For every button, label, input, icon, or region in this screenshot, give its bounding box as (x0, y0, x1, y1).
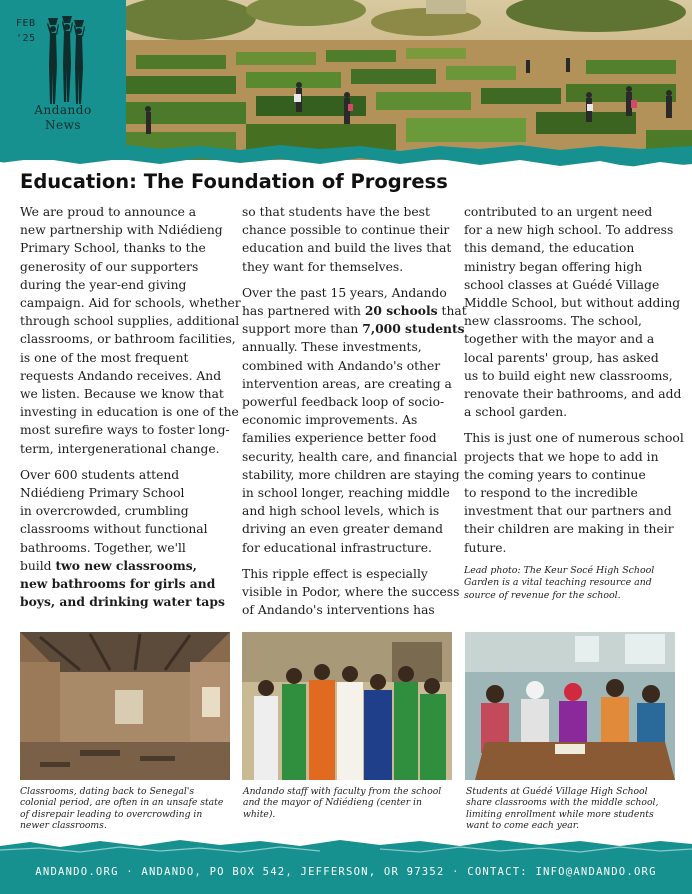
text-line: during the year-end giving (20, 277, 187, 292)
figures-carrying-baskets-icon (38, 16, 90, 106)
text-line: renovate their bathrooms, and add (464, 387, 682, 402)
brand-name: Andando (34, 103, 92, 117)
issue-year: '25 (16, 33, 36, 44)
text-line: the coming years to continue (464, 467, 646, 482)
photo-staff-group (242, 632, 452, 780)
text-line: most surefire ways to foster long- (20, 423, 230, 438)
text-line (20, 575, 234, 593)
text-line: future. (464, 540, 507, 555)
text-line: stability, more children are staying (242, 467, 460, 482)
article-column-2 (242, 203, 467, 627)
text-line (242, 320, 465, 338)
text-line: classrooms, or bathroom facilities, (20, 332, 236, 347)
paragraph-continuation (242, 203, 460, 276)
text-line: term, intergenerational change. (20, 441, 220, 456)
text-line (20, 557, 234, 575)
caption-line: Classrooms, dating back to Senegal's (20, 786, 195, 797)
text-line: intervention areas, are creating a (242, 376, 452, 391)
article-column-1 (20, 203, 241, 619)
caption-line: Students at Guédé Village High School (466, 786, 648, 797)
paragraph-ndiedieng (20, 466, 234, 612)
highlight-schools-count: 20 schools (364, 303, 438, 319)
text-line: contributed to an urgent need (464, 205, 653, 219)
text-line: to respond to the incredible (464, 486, 638, 501)
photo-crumbling-classroom (20, 632, 230, 780)
text-line: investment that our partners and (464, 504, 672, 519)
text-line: Over 600 students attend (20, 467, 180, 482)
text-line: they want for themselves. (242, 259, 404, 274)
caption-line: colonial period, are often in an unsafe state (20, 797, 224, 809)
text-line: campaign. Aid for schools, whether (20, 296, 241, 311)
text-line: for a new high school. To address (464, 223, 674, 238)
text-line: school classes at Guédé Village (464, 277, 660, 292)
text-line: Over the past 15 years, Andando (242, 285, 447, 300)
photo-caption-students (466, 786, 680, 832)
text-line: and high school levels, which is (242, 504, 440, 519)
text-line: local parents' group, has asked (464, 350, 659, 365)
masthead (0, 0, 692, 160)
paragraph-ripple (242, 565, 460, 620)
photo-caption-classroom (20, 786, 234, 832)
paragraph-impact (242, 284, 467, 557)
paragraph-intro (20, 203, 241, 458)
text-line: is one of the most frequent (20, 350, 189, 365)
text-line: a school garden. (464, 405, 568, 420)
text-line: annually. These investments, (242, 340, 422, 355)
caption-line: limiting enrollment while more students (466, 808, 654, 820)
text-line: we listen. Because we know that (20, 387, 224, 402)
text-line: families experience better food (242, 431, 437, 446)
text-fragment: support more than (242, 322, 363, 337)
text-line: combined with Andando's other (242, 358, 441, 373)
text-line: this demand, the education (464, 241, 635, 256)
text-line: education and build the lives that (242, 241, 452, 256)
text-line: new classrooms. The school, (464, 314, 642, 329)
text-fragment: that (437, 304, 467, 319)
text-fragment: has partnered with (242, 304, 365, 319)
text-line: through school supplies, additional (20, 314, 240, 329)
text-line: bathrooms. Together, we'll (20, 540, 186, 555)
caption-line: source of revenue for the school. (464, 589, 621, 601)
brush-stroke-divider (0, 140, 692, 174)
text-line: together with the mayor and a (464, 332, 655, 347)
highlight-students-count: 7,000 students (362, 321, 465, 337)
caption-line: and the mayor of Ndiédieng (center in (243, 797, 422, 809)
text-line: Middle School, but without adding (464, 296, 681, 311)
text-line: projects that we hope to add in (464, 449, 659, 464)
caption-line: Andando staff with faculty from the school (243, 786, 442, 797)
caption-line: Garden is a vital teaching resource and (464, 577, 652, 589)
lead-photo-garden (126, 0, 692, 160)
text-line: visible in Podor, where the success (242, 585, 460, 600)
highlight-bathrooms: new bathrooms for girls and (20, 576, 216, 592)
text-line: in overcrowded, crumbling (20, 504, 189, 519)
text-line (242, 302, 467, 320)
text-line: us to build eight new classrooms, (464, 368, 673, 383)
article-column-3 (464, 203, 684, 602)
photo-caption-staff (243, 786, 457, 820)
text-line (20, 593, 234, 611)
text-line: investing in education is one of the (20, 405, 239, 420)
paragraph-future (464, 429, 684, 556)
caption-line: want to come each year. (466, 820, 580, 832)
text-line: security, health care, and financial (242, 449, 458, 464)
text-line: for educational infrastructure. (242, 540, 432, 555)
lead-photo-caption (464, 565, 680, 602)
footer-contact: ANDANDO.ORG · ANDANDO, PO BOX 542, JEFFERSON, OR 97352 · CONTACT: INFO@ANDANDO.ORG (35, 866, 657, 878)
text-line: of Andando's interventions has (242, 603, 435, 618)
paragraph-high-school (464, 203, 680, 421)
text-line: their children are making in their (464, 522, 674, 537)
text-line: Primary School, thanks to the (20, 241, 206, 256)
text-line: powerful feedback loop of socio- (242, 395, 445, 410)
caption-line: share classrooms with the middle school, (466, 797, 659, 809)
text-line: economic improvements. As (242, 413, 418, 428)
caption-line: white). (243, 808, 276, 820)
text-line: driving an even greater demand (242, 522, 444, 537)
text-line: ministry began offering high (464, 259, 643, 274)
highlight-classrooms: two new classrooms, (55, 557, 197, 573)
caption-line: of disrepair leading to overcrowding in (20, 808, 203, 820)
text-line: in school longer, reaching middle (242, 486, 450, 501)
caption-line: newer classrooms. (20, 820, 107, 832)
text-fragment: build (20, 558, 56, 573)
text-line: This is just one of numerous school (464, 431, 684, 446)
text-line: We are proud to announce a (20, 205, 197, 219)
photo-crowded-classroom (465, 632, 675, 780)
text-line: This ripple effect is especially (242, 566, 428, 581)
text-line: chance possible to continue their (242, 223, 450, 238)
text-line: Ndiédieng Primary School (20, 486, 185, 501)
issue-month: FEB (16, 18, 36, 29)
footer-bar (0, 855, 692, 894)
text-line: new partnership with Ndiédieng (20, 223, 223, 238)
masthead-brand-panel (0, 0, 126, 160)
text-line: generosity of our supporters (20, 259, 199, 274)
text-line: so that students have the best (242, 205, 430, 219)
highlight-water-taps: boys, and drinking water taps (20, 594, 225, 610)
article-headline: Education: The Foundation of Progress (20, 170, 448, 193)
caption-line: Lead photo: The Keur Socé High School (464, 564, 655, 576)
brand-subtitle: News (44, 118, 82, 132)
text-line: requests Andando receives. And (20, 368, 222, 383)
text-line: classrooms without functional (20, 522, 208, 537)
